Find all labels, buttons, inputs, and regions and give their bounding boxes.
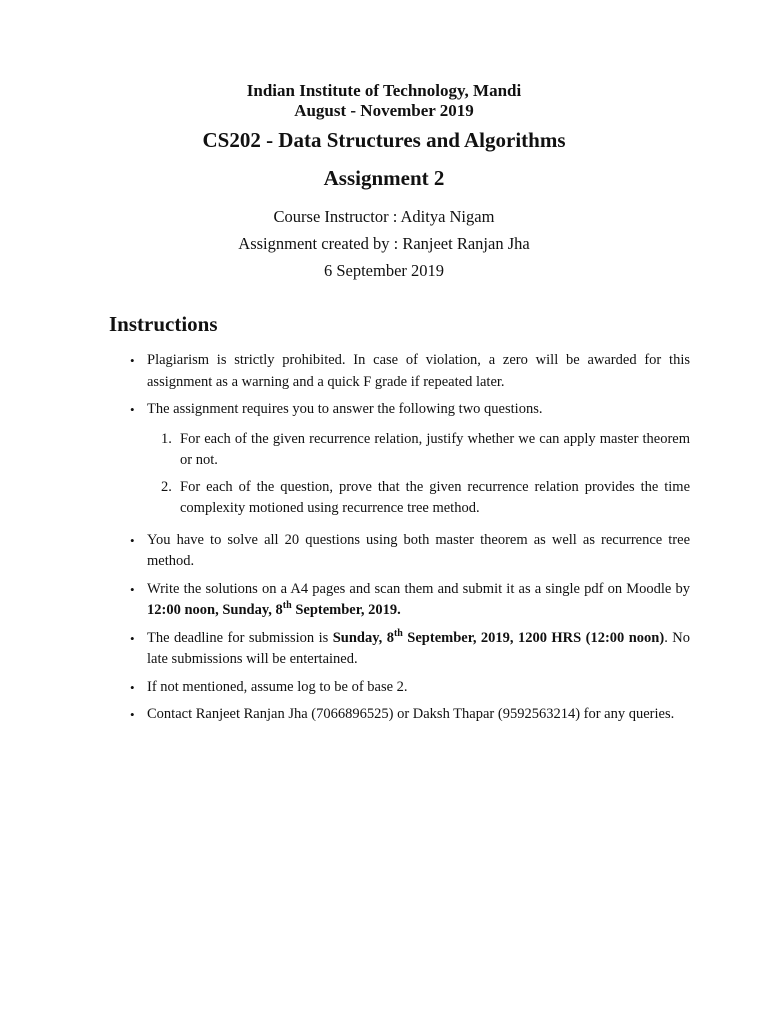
list-item: [130, 579, 690, 622]
list-item: [130, 399, 690, 520]
author-block: [0, 203, 768, 284]
numbered-item: [161, 477, 690, 520]
contact-text: Contact Ranjeet Ranjan Jha (7066896525) or Daksh Thapar (9592563214) for any queries.: [147, 706, 675, 722]
deadline-bold-b: September, 2019, 1200 HRS (12:00 noon): [402, 629, 665, 646]
document-date: 6 September 2019: [323, 261, 445, 280]
submit-ordinal: th: [282, 600, 292, 612]
term-dates: August - November 2019: [294, 101, 474, 120]
deadline-ordinal: th: [393, 627, 403, 639]
title-block: [0, 80, 768, 284]
list-item: [130, 677, 690, 699]
submit-deadline-a: 12:00 noon, Sunday, 8: [147, 602, 283, 618]
bullet-icon: •: [130, 707, 135, 722]
item-number: 1.: [161, 430, 172, 447]
list-item: [130, 530, 690, 573]
bullet-icon: •: [130, 402, 135, 417]
list-item: [130, 350, 690, 393]
item-text: For each of the question, prove that the given recurrence relation provides the time complexity motioned using recurrence tree method.: [180, 478, 690, 516]
instructions-list: [130, 350, 690, 732]
submit-text: Write the solutions on a A4 pages and scan them and submit it as a single pdf on Moodle by: [147, 580, 690, 597]
bullet-icon: •: [130, 353, 135, 368]
course-title: CS202 - Data Structures and Algorithms: [202, 128, 566, 152]
submit-deadline-b: September, 2019.: [291, 602, 401, 618]
requirements-text: The assignment requires you to answer the following two questions.: [147, 401, 543, 417]
bullet-icon: •: [130, 532, 135, 548]
numbered-list: [161, 429, 690, 520]
deadline-bold-a: Sunday, 8: [332, 629, 394, 646]
assignment-title: Assignment 2: [323, 166, 445, 190]
instructions-heading: Instructions: [109, 312, 218, 336]
list-item: [130, 704, 690, 726]
institute-name: Indian Institute of Technology, Mandi: [246, 81, 522, 100]
log-note-text: If not mentioned, assume log to be of base 2.: [147, 678, 408, 695]
item-number: 2.: [161, 478, 172, 495]
plagiarism-text: Plagiarism is strictly prohibited. In case of violation, a zero will be awarded for this assignment as a warning and a quick F grade if repeated later.: [147, 352, 690, 390]
list-item: [130, 628, 690, 671]
bullet-icon: •: [130, 630, 135, 646]
solve-all-text: You have to solve all 20 questions using both master theorem as well as recurrence tree method.: [147, 531, 690, 569]
course-instructor: Course Instructor : Aditya Nigam: [273, 207, 495, 226]
bullet-icon: •: [130, 581, 135, 597]
item-text: For each of the given recurrence relation, justify whether we can apply master theorem or not.: [180, 430, 690, 468]
bullet-icon: •: [130, 679, 135, 695]
deadline-suffix: . No late submissions will be entertained.: [147, 629, 690, 667]
numbered-item: [161, 429, 690, 472]
assignment-creator: Assignment created by : Ranjeet Ranjan Jha: [238, 234, 530, 253]
deadline-text: The deadline for submission is: [147, 629, 333, 646]
